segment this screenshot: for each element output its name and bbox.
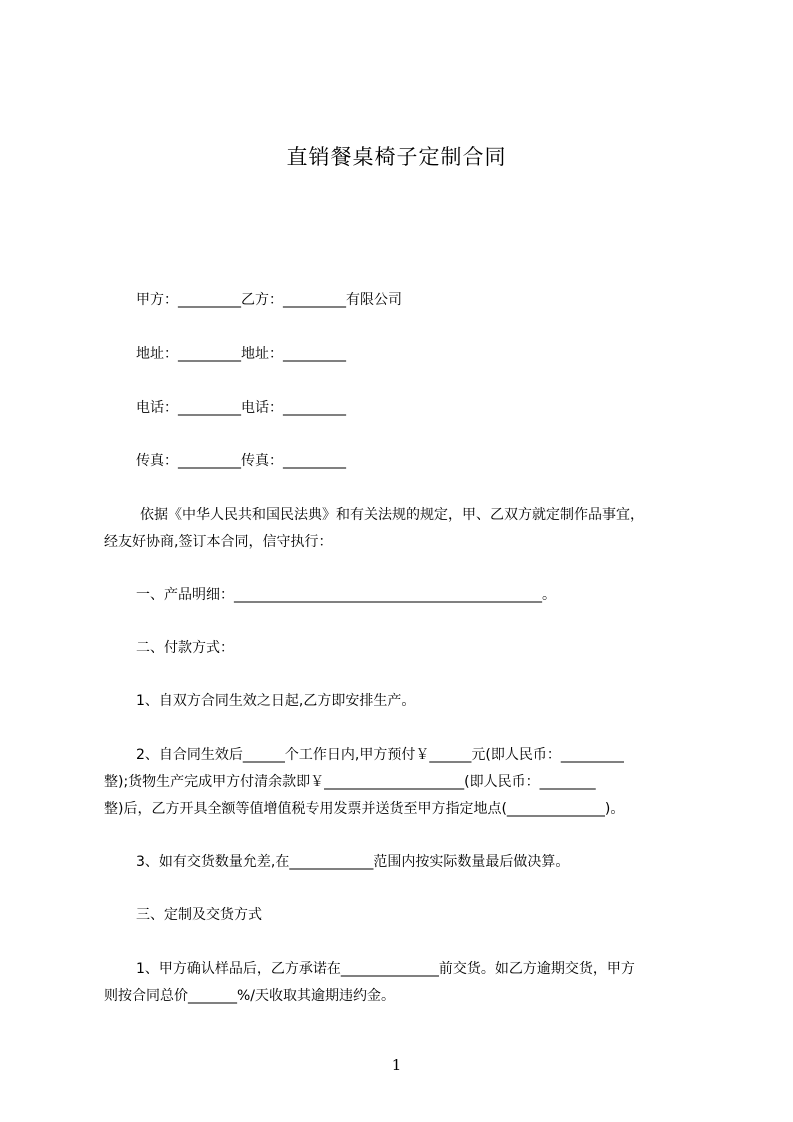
address-line: 地址：_________地址：_________: [136, 346, 346, 362]
section-2-heading: 二、付款方式：: [136, 640, 234, 656]
party-line: 甲方：_________乙方：_________有限公司: [136, 292, 402, 308]
page-number: 1: [391, 1056, 402, 1074]
intro-paragraph-line-1: 依据《中华人民共和国民法典》和有关法规的规定，甲、乙双方就定制作品事宜，: [140, 507, 644, 523]
section-3-heading: 三、定制及交货方式: [136, 907, 262, 923]
section-2-item-2-line-2: 整);货物生产完成甲方付清余款即￥____________________(即人民币：________: [104, 774, 596, 790]
section-2-item-3: 3、如有交货数量允差,在____________范围内按实际数量最后做决算。: [136, 854, 570, 870]
section-2-item-2-line-1: 2、自合同生效后______个工作日内,甲方预付￥______元(即人民币：_________: [136, 747, 624, 763]
section-3-item-1-line-1: 1、甲方确认样品后，乙方承诺在______________前交货。如乙方逾期交货，甲方: [136, 961, 635, 977]
section-1-product-details: 一、产品明细：____________________________________________。: [136, 587, 556, 603]
intro-paragraph-line-2: 经友好协商,签订本合同，信守执行：: [104, 534, 333, 550]
fax-line: 传真：_________传真：_________: [136, 453, 346, 469]
page-title: 直销餐桌椅子定制合同: [286, 145, 507, 169]
phone-line: 电话：_________电话：_________: [136, 400, 346, 416]
section-2-item-2-line-3: 整)后，乙方开具全额等值增值税专用发票并送货至甲方指定地点(______________)。: [104, 801, 625, 817]
section-3-item-1-line-2: 则按合同总价_______%/天收取其逾期违约金。: [104, 988, 396, 1004]
section-2-item-1: 1、自双方合同生效之日起,乙方即安排生产。: [136, 693, 416, 709]
